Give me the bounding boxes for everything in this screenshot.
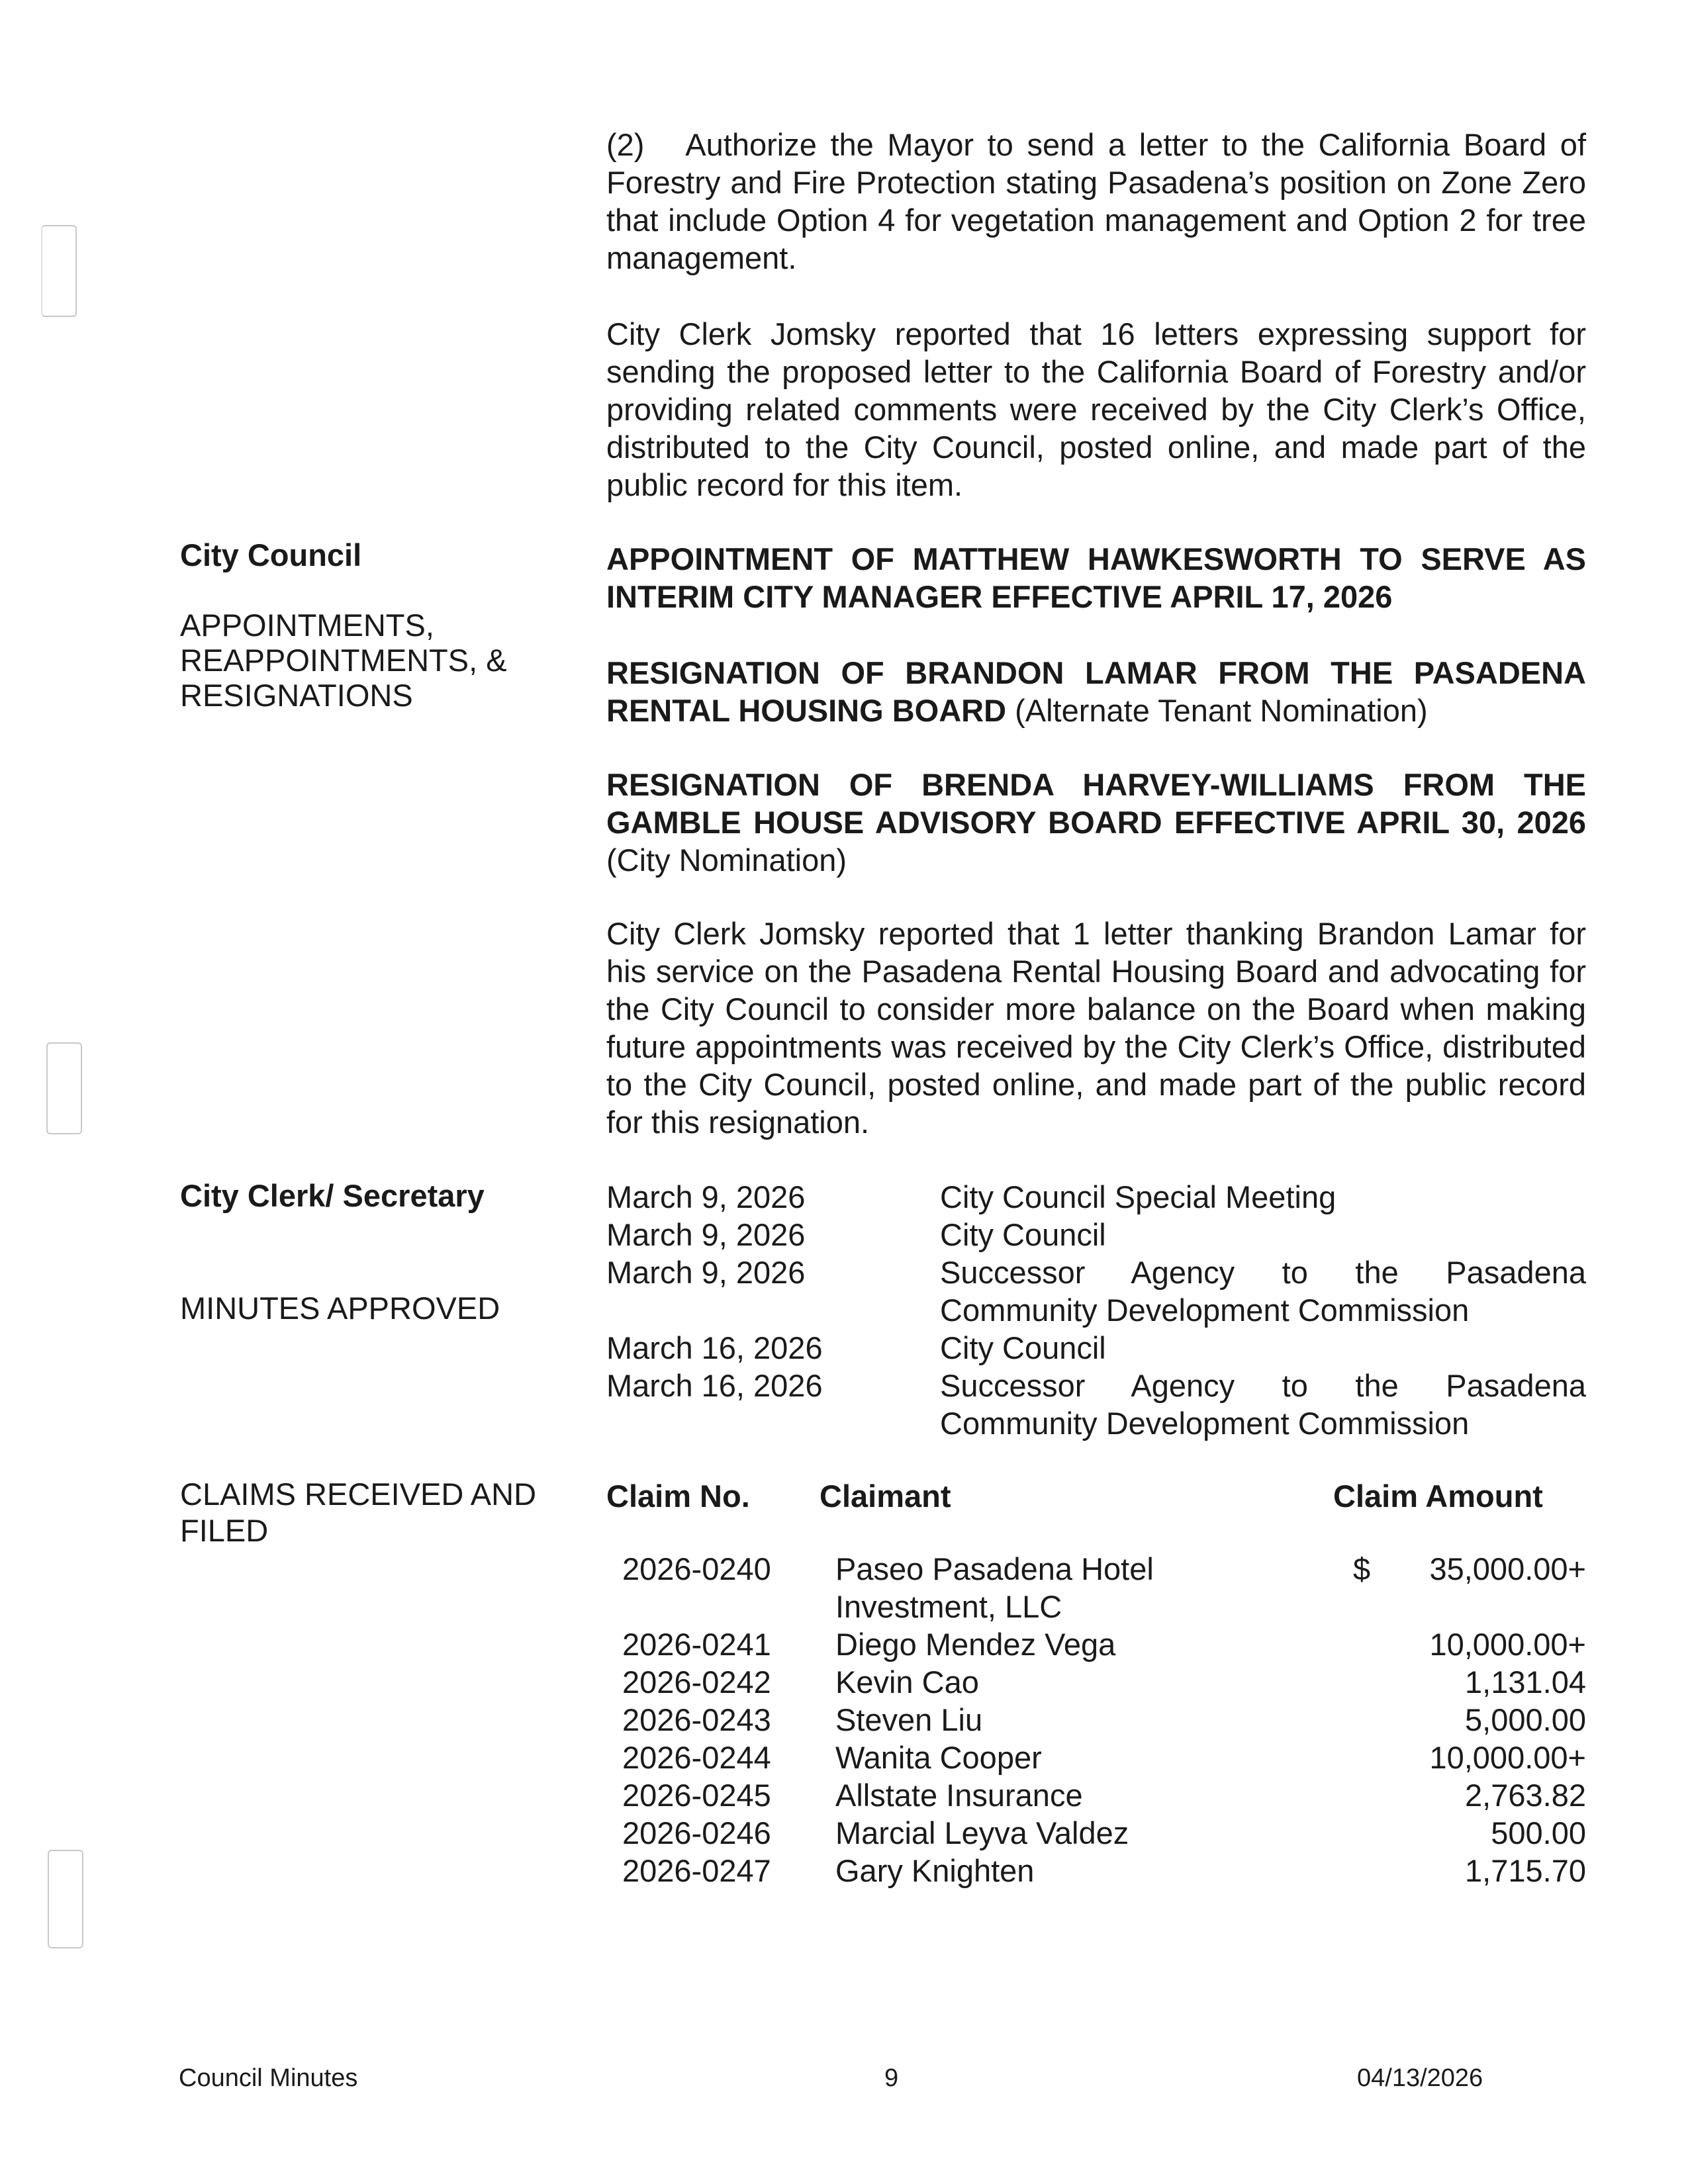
claims-header-amount: Claim Amount [1333,1479,1543,1514]
claimant-name: Allstate Insurance [835,1778,1083,1813]
minutes-date: March 16, 2026 [606,1368,823,1403]
resignation-lamar [606,654,1586,729]
minutes-date: March 9, 2026 [606,1179,806,1214]
claims-row-continued [606,1588,1586,1625]
minutes-description: Successor Agency to the Pasadena [940,1255,1586,1290]
resignation-harvey-williams [606,766,1586,879]
minutes-description: Successor Agency to the Pasadena [940,1368,1586,1403]
claims-header-number: Claim No. [606,1479,750,1514]
resignation-lamar-nomination: (Alternate Tenant Nomination) [1006,693,1428,728]
footer-date: 04/13/2026 [1357,2064,1483,2092]
claims-row [606,1701,1586,1739]
minutes-date: March 9, 2026 [606,1217,806,1252]
minutes-description: City Council Special Meeting [940,1179,1336,1214]
section-label-city-clerk: City Clerk/ Secretary [180,1178,485,1213]
claim-number: 2026-0241 [622,1627,771,1662]
binder-hole-mark [48,1850,83,1948]
section-label-claims [180,1476,536,1549]
claims-header-claimant: Claimant [820,1479,951,1514]
claimant-name: Wanita Cooper [835,1740,1042,1775]
minutes-list [606,1178,1586,1443]
claims-table [606,1477,1586,1914]
claimant-name: Steven Liu [835,1702,983,1737]
claim-amount: 500.00 [1491,1815,1586,1850]
intro-paragraph-authorize: (2) Authorize the Mayor to send a letter to the California Board of Forestry and Fire Protection stating Pasadena’s position on Zone Zero that include Option 4 for vegetation management and Option 2 for tree management. [606,127,1586,275]
sublabel-line: APPOINTMENTS, [180,608,434,643]
claims-row [606,1814,1586,1852]
claims-row [606,1852,1586,1889]
claim-number: 2026-0246 [622,1815,771,1850]
sublabel-line: REAPPOINTMENTS, & [180,643,507,678]
minutes-description: Community Development Commission [940,1293,1470,1328]
claim-number: 2026-0242 [622,1664,771,1700]
claim-amount: 10,000.00+ [1429,1627,1586,1662]
claim-number: 2026-0243 [622,1702,771,1737]
claim-amount: 1,131.04 [1465,1664,1586,1700]
sublabel-line: RESIGNATIONS [180,678,413,713]
claims-label-line: FILED [180,1513,269,1548]
minutes-description: Community Development Commission [940,1406,1470,1441]
resignation-harvey-williams-nomination: (City Nomination) [606,842,847,878]
minutes-date: March 9, 2026 [606,1255,806,1290]
intro-paragraph-letters-report: City Clerk Jomsky reported that 16 letters expressing support for sending the proposed letter to the California Board of Forestry and/or providing related comments were received by the City Clerk’s Office, distributed to the City Council, posted online, and made part of the public record for this item. [606,316,1586,502]
footer-document-title: Council Minutes [179,2064,358,2092]
appointment-hawkesworth: APPOINTMENT OF MATTHEW HAWKESWORTH TO SERVE AS INTERIM CITY MANAGER EFFECTIVE APRIL 17, 2026 [606,541,1586,614]
section-label-city-council: City Council [180,537,362,572]
minutes-description: City Council [940,1330,1106,1365]
claim-amount: 35,000.00+ [1429,1551,1586,1586]
claims-row [606,1776,1586,1814]
claims-row [606,1739,1586,1776]
resignation-lamar-title: RESIGNATION OF BRANDON LAMAR FROM THE PASADENA RENTAL HOUSING BOARD [606,655,1586,728]
claimant-name: Kevin Cao [835,1664,979,1700]
claim-amount: 1,715.70 [1465,1853,1586,1888]
claimant-name: Diego Mendez Vega [835,1627,1116,1662]
minutes-description: City Council [940,1217,1106,1252]
claims-row [606,1550,1586,1588]
dollar-sign: $ [1353,1551,1371,1586]
claimant-name: Paseo Pasadena Hotel [835,1551,1154,1586]
claims-row [606,1625,1586,1663]
claimant-name: Investment, LLC [835,1589,1062,1624]
binder-hole-mark [46,1042,82,1134]
claim-number: 2026-0247 [622,1853,771,1888]
claim-amount: 2,763.82 [1465,1778,1586,1813]
claims-label-line: CLAIMS RECEIVED AND [180,1477,537,1512]
claim-number: 2026-0240 [622,1551,771,1586]
footer-page-number: 9 [884,2064,899,2092]
claim-number: 2026-0245 [622,1778,771,1813]
claims-row [606,1663,1586,1701]
section-sublabel-minutes-approved: MINUTES APPROVED [180,1291,500,1326]
resignation-harvey-williams-title: RESIGNATION OF BRENDA HARVEY-WILLIAMS FROM THE GAMBLE HOUSE ADVISORY BOARD EFFECTIVE APRIL 30, 2026 [606,767,1586,840]
claim-number: 2026-0244 [622,1740,771,1775]
claim-amount: 10,000.00+ [1429,1740,1586,1775]
council-clerk-report: City Clerk Jomsky reported that 1 letter thanking Brandon Lamar for his service on the Pasadena Rental Housing Board and advocating for the City Council to consider more balance on the Board when making future appointments was received by the City Clerk’s Office, distributed to the City Council, posted online, and made part of the public record for this resignation. [606,916,1586,1140]
claim-amount: 5,000.00 [1465,1702,1586,1737]
binder-hole-mark [41,225,77,317]
minutes-date: March 16, 2026 [606,1330,823,1365]
claimant-name: Marcial Leyva Valdez [835,1815,1129,1850]
claimant-name: Gary Knighten [835,1853,1035,1888]
section-sublabel-appointments [180,608,507,713]
